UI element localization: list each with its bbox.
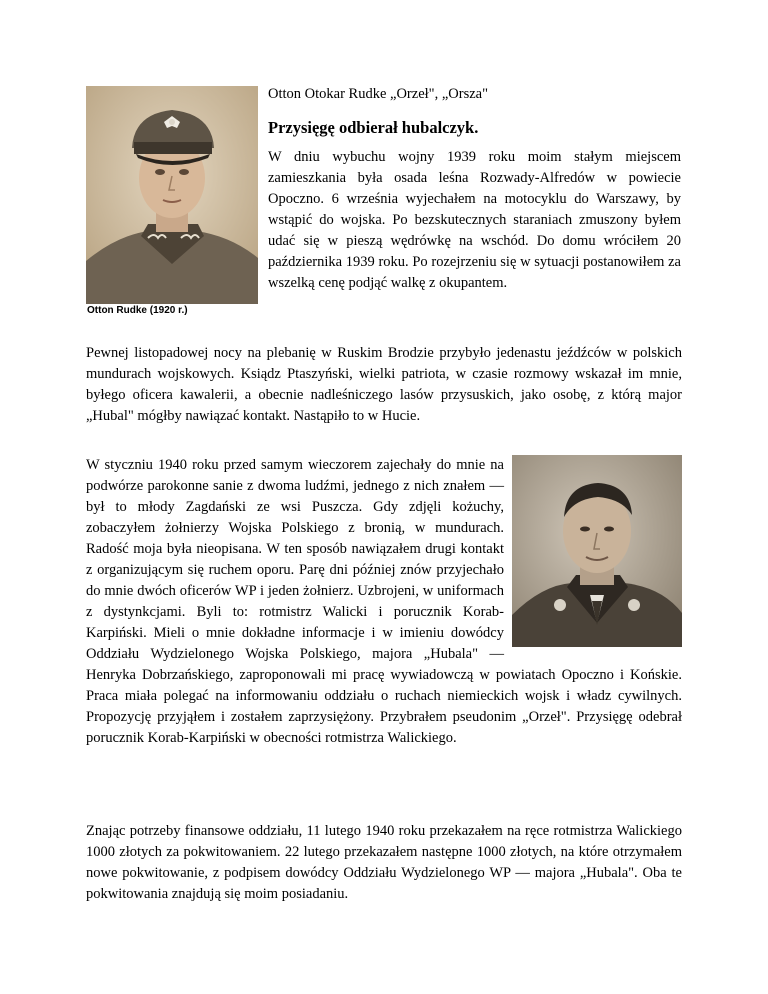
portrait-photo-officer [512, 455, 682, 647]
portrait-photo-rudke [86, 86, 258, 304]
paragraph-3-block [86, 455, 682, 749]
paragraph-4: Znając potrzeby finansowe oddziału, 11 lutego 1940 roku przekazałem na ręce rotmistrza Walickiego 1000 złotych za pokwitowaniem. 22 lutego przekazałem następne 1000 złotych, na które otrzymałem nowe pokwitowanie, z podpisem dowódcy Oddziału Wydzielonego WP — majora „Hubala". Oba te pokwitowania znajdują się moim posiadaniu. [86, 823, 682, 902]
photo-caption: Otton Rudke (1920 r.) [87, 305, 188, 316]
article-title: Przysięgę odbierał hubalczyk. [268, 118, 479, 137]
author-line: Otton Otokar Rudke „Orzeł", „Orsza" [268, 86, 488, 102]
paragraph-1: W dniu wybuchu wojny 1939 roku moim stałym miejscem zamieszkania była osada leśna Rozwady-Alfredów w powiecie Opoczno. 6 września wyjechałem na motocyklu do Warszawy, by wstąpić do wojska. Po bezskutecznych staraniach zmuszony byłem udać się w pieszą wędrówkę na wschód. Do domu wróciłem 20 października 1939 roku. Po rozejrzeniu się w sytuacji postanowiłem za wszelką cenę podjąć walkę z okupantem. [268, 149, 681, 291]
paragraph-2: Pewnej listopadowej nocy na plebanię w Ruskim Brodzie przybyło jedenastu jeźdźców w polskich mundurach wojskowych. Ksiądz Ptaszyński, wielki patriota, w czasie rozmowy wskazał im mnie, byłego oficera kawalerii, a obecnie nadleśniczego lasów przysuskich, jako osobę, z którą major „Hubal" mógłby nawiązać kontakt. Nastąpiło to w Hucie. [86, 345, 682, 424]
paragraph-3: W styczniu 1940 roku przed samym wieczorem zajechały do mnie na podwórze parokonne sanie z dwoma ludźmi, jednego z nich znałem — był to młody Zagdański ze wsi Puszcza. Gdy zdjęli kożuchy, zobaczyłem żołnierzy Wojska Polskiego z bronią, w mundurach. Radość moja była nieopisana. W ten sposób nawiązałem drugi kontakt z organizującym się ruchem oporu. Parę dni później znów przyjechało do mnie dwóch oficerów WP i jeden żołnierz. Uzbrojeni, w uniformach z dystynkcjami. Byli to: rotmistrz Walicki i porucznik Korab-Karpiński. Mieli o mnie dokładne informacje i w imieniu dowódcy Oddziału Wydzielonego Wojska Polskiego, majora „Hubala" — Henryka Dobrzańskiego, zaproponowali mi pracę wywiadowczą w powiatach Opoczno i Końskie. Praca miała polegać na informowaniu oddziału o ruchach niemieckich wojsk i władz cywilnych. Propozycję przyjąłem i zostałem zaprzysiężony. Przybrałem pseudonim „Orzeł". Przysięgę odebrał porucznik Korab-Karpiński w obecności rotmistrza Walickiego. [86, 457, 682, 746]
